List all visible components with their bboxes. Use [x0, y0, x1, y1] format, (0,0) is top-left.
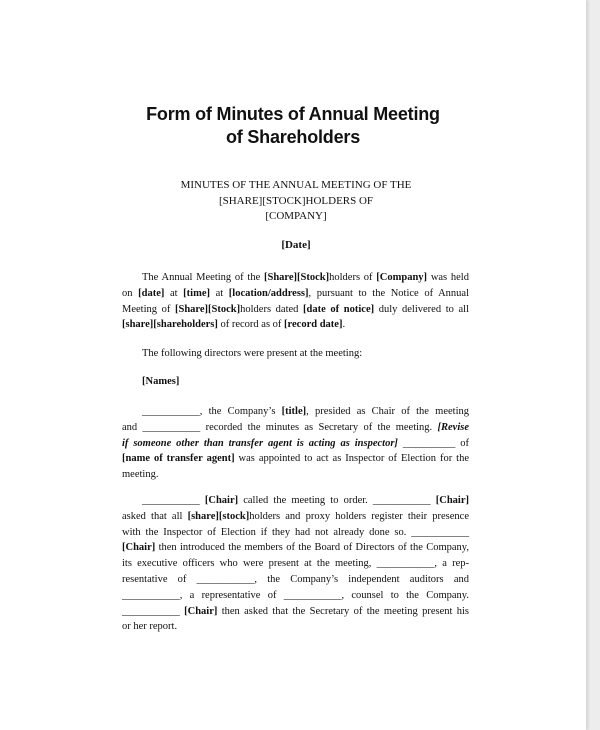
text-line: and ___________ recorded the minutes as Secretary of the meeting. [Revise: [122, 421, 469, 433]
text-line: asked that all [share][stock]holders and proxy holders register their presence: [122, 510, 469, 522]
text-line: its executive officers who were present at the meeting, ___________, a rep-: [122, 558, 469, 570]
text-line: Meeting of [Share][Stock]holders dated [date of notice] duly delivered to all: [122, 303, 469, 315]
text-line: on [date] at [time] at [location/address], pursuant to the Notice of Annual: [122, 287, 470, 299]
text-line: resentative of ___________, the Company’s independent auditors and: [122, 573, 469, 585]
paragraph-chair-secretary: [122, 404, 469, 483]
text-line: [Chair] then introduced the members of the Board of Directors of the Company,: [122, 542, 469, 554]
document-title: [0, 103, 586, 149]
text-line: ___________ [Chair] then asked that the Secretary of the meeting present his: [122, 605, 470, 617]
date-placeholder: [Date]: [281, 239, 311, 251]
text-line: [Names]: [142, 376, 180, 387]
text-line: or her report.: [122, 621, 178, 633]
heading-line-2: [SHARE][STOCK]HOLDERS OF: [218, 194, 374, 207]
text-line: The following directors were present at the meeting:: [142, 348, 363, 359]
text-line: ___________, a representative of ___________, counsel to the Company.: [122, 589, 469, 601]
text-line: [share][shareholders] of record as of [record date].: [122, 319, 346, 331]
title-line-1: Form of Minutes of Annual Meeting: [146, 104, 440, 124]
paragraph-call-to-order: [122, 493, 469, 635]
heading-line-3: [COMPANY]: [265, 210, 327, 222]
title-line-2: of Shareholders: [225, 127, 361, 147]
text-line: if someone other than transfer agent is acting as inspector] __________ of: [122, 437, 469, 449]
paragraph-meeting-details: [122, 270, 469, 333]
text-line: ___________ [Chair] called the meeting to order. ___________ [Chair]: [142, 495, 470, 506]
text-line: with the Inspector of Election if they had not already done so. ___________: [122, 526, 469, 538]
paragraph-directors-present: [122, 346, 469, 362]
text-line: ___________, the Company’s [title], presided as Chair of the meeting: [142, 406, 469, 417]
text-line: The Annual Meeting of the [Share][Stock]holders of [Company] was held: [142, 272, 469, 283]
text-line: [name of transfer agent] was appointed to act as Inspector of Election for the: [122, 453, 469, 465]
heading-line-1: MINUTES OF THE ANNUAL MEETING OF THE: [180, 179, 412, 191]
names-placeholder: [122, 374, 469, 390]
text-line: meeting.: [122, 469, 159, 481]
minutes-heading: [0, 178, 592, 225]
